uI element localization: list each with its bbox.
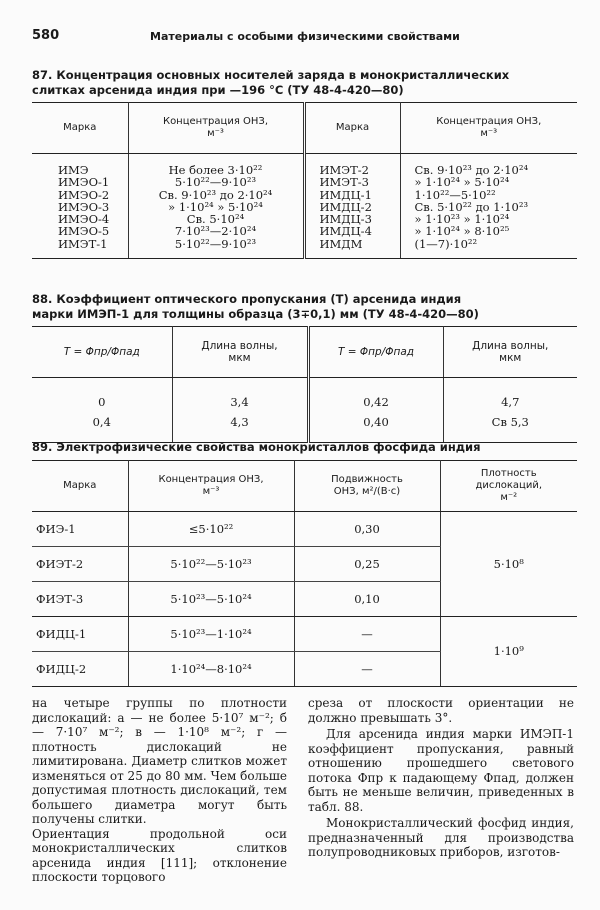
t87-header-brand: Марка: [32, 103, 128, 154]
t89-conc: 5·10²²—5·10²³: [128, 547, 294, 582]
paragraph: Для арсенида индия марки ИМЭП-1 коэффициент пропускания, равный отношению прошедшего светового потока Φпр к падающему Φпад, должен быть не меньше величин, приведенных в табл. 88.: [308, 727, 574, 814]
t87-value: » 1·10²⁴ » 5·10²⁴: [168, 199, 263, 214]
t89-dislocation-group1: 5·10⁸: [440, 512, 577, 617]
paragraph: среза от плоскости ориентации не должно превышать 3°.: [308, 696, 574, 725]
t89-header-mobility: Подвижность ОНЗ, м²/(В·с): [294, 461, 440, 512]
t88-cell: Св 5,3: [443, 412, 577, 443]
table88-caption-line2: марки ИМЭП-1 для толщины образца (3∓0,1) мм (ТУ 48-4-420—80): [32, 307, 479, 321]
t87-brand: ИМЭТ-3: [319, 175, 369, 190]
table88-caption: [32, 292, 577, 322]
table88-caption-line1: 88. Коэффициент оптического пропускания (T) арсенида индия: [32, 292, 462, 306]
t87-brand: ИМЭО-4: [58, 212, 110, 227]
table87-caption: [32, 68, 577, 98]
table-row: [32, 412, 577, 443]
t89-conc: ≤5·10²²: [128, 512, 294, 547]
t87-brand: ИМЭ: [58, 163, 89, 177]
t87-value: Св. 9·10²³ до 2·10²⁴: [414, 163, 529, 177]
table89-caption: 89. Электрофизические свойства монокристаллов фосфида индия: [32, 440, 481, 454]
table-row: [32, 617, 577, 652]
t87-brand: ИМДЦ-3: [319, 212, 372, 227]
t87-value: 5·10²²—9·10²³: [174, 175, 257, 190]
t89-brand: ФИЭ-1: [32, 512, 128, 547]
t87-value: Не более 3·10²²: [168, 163, 263, 177]
t88-header-t: T = Φпр/Φпад: [32, 327, 172, 378]
page-number: 580: [32, 28, 60, 43]
t88-cell: 4,3: [172, 412, 308, 443]
t87-brand: ИМЭТ-1: [58, 236, 108, 251]
t89-conc: 1·10²⁴—8·10²⁴: [128, 652, 294, 687]
t87-brand: ИМДЦ-1: [319, 187, 372, 202]
t88-header-wl2: Длина волны, мкм: [443, 327, 577, 378]
t89-mobility: 0,25: [294, 547, 440, 582]
t87-brand: ИМДЦ-2: [319, 199, 372, 214]
t87-value: » 1·10²⁴ » 8·10²⁵: [414, 224, 510, 239]
table88: [32, 326, 577, 443]
t87-left-values: [128, 154, 304, 259]
t88-cell: 0,4: [32, 412, 172, 443]
t87-value: (1—7)·10²²: [414, 236, 478, 251]
t87-brand: ИМЭО-3: [58, 199, 110, 214]
t87-value: 7·10²³—2·10²⁴: [174, 224, 257, 239]
t89-dislocation-group2: 1·10⁹: [440, 617, 577, 687]
t87-value: » 1·10²⁴ » 5·10²⁴: [414, 175, 510, 190]
t87-header-conc2: Концентрация ОНЗ, м⁻³: [400, 103, 577, 154]
t87-brand: ИМДМ: [319, 236, 363, 251]
t87-right-brands: [304, 154, 400, 259]
table89: [32, 460, 577, 687]
body-column-right: [308, 696, 574, 860]
t88-header-t2: T = Φпр/Φпад: [308, 327, 443, 378]
t89-mobility: 0,10: [294, 582, 440, 617]
paragraph: Ориентация продольной оси монокристаллических слитков арсенида индия [111]; отклонение плоскости торцового: [32, 826, 287, 884]
t89-brand: ФИДЦ-1: [32, 617, 128, 652]
t88-cell: 0,40: [308, 412, 443, 443]
t87-brand: ИМЭО-2: [58, 187, 110, 202]
paragraph: на четыре группы по плотности дислокаций: а — не более 5·10⁷ м⁻²; б — 7·10⁷ м⁻²; в — 1·10⁸ м⁻²; г — плотность дислокаций не лимитирована. Диаметр слитков может изменяться от 25 до 80 мм. Чем больше допустимая плотность дислокаций, тем большего диаметра могут быть получены слитки.: [32, 696, 287, 826]
t89-header-conc: Концентрация ОНЗ, м⁻³: [128, 461, 294, 512]
paragraph: Монокристаллический фосфид индия, предназначенный для производства полупроводниковых приборов, изготов-: [308, 816, 574, 859]
t87-value: 5·10²²—9·10²³: [174, 236, 257, 251]
t89-header-brand: Марка: [32, 461, 128, 512]
t88-cell: 3,4: [172, 378, 308, 413]
body-column-left: [32, 696, 287, 885]
t87-value: » 1·10²³ » 1·10²⁴: [414, 212, 510, 227]
running-title: Материалы с особыми физическими свойствами: [150, 30, 460, 43]
t87-left-brands: [32, 154, 128, 259]
t87-value: Св. 5·10²² до 1·10²³: [414, 199, 529, 214]
table87-caption-line1: 87. Концентрация основных носителей заряда в монокристаллических: [32, 68, 510, 82]
t88-cell: 0: [32, 378, 172, 413]
t88-cell: 0,42: [308, 378, 443, 413]
t87-brand: ИМЭО-1: [58, 175, 110, 190]
table87: [32, 102, 577, 259]
t88-header-wl: Длина волны, мкм: [172, 327, 308, 378]
t87-header-brand2: Марка: [304, 103, 400, 154]
t89-mobility: —: [294, 652, 440, 687]
t89-header-dislocation: Плотность дислокаций, м⁻²: [440, 461, 577, 512]
t87-brand: ИМДЦ-4: [319, 224, 372, 239]
t89-brand: ФИЭТ-3: [32, 582, 128, 617]
t87-value: Св. 5·10²⁴: [186, 212, 245, 227]
t87-right-values: [400, 154, 577, 259]
t89-mobility: 0,30: [294, 512, 440, 547]
page-header: [32, 28, 572, 50]
t87-value: Св. 9·10²³ до 2·10²⁴: [158, 187, 273, 202]
t89-brand: ФИДЦ-2: [32, 652, 128, 687]
t89-conc: 5·10²³—1·10²⁴: [128, 617, 294, 652]
table-row: [32, 512, 577, 547]
t88-cell: 4,7: [501, 394, 520, 409]
t87-header-conc: Концентрация ОНЗ, м⁻³: [128, 103, 304, 154]
t89-conc: 5·10²³—5·10²⁴: [128, 582, 294, 617]
table87-caption-line2: слитках арсенида индия при —196 °С (ТУ 48-4-420—80): [32, 83, 404, 97]
t87-brand: ИМЭО-5: [58, 224, 110, 239]
t87-value: 1·10²²—5·10²²: [414, 187, 496, 202]
t89-brand: ФИЭТ-2: [32, 547, 128, 582]
t89-mobility: —: [294, 617, 440, 652]
t87-brand: ИМЭТ-2: [319, 163, 369, 177]
table-row: [32, 378, 577, 413]
